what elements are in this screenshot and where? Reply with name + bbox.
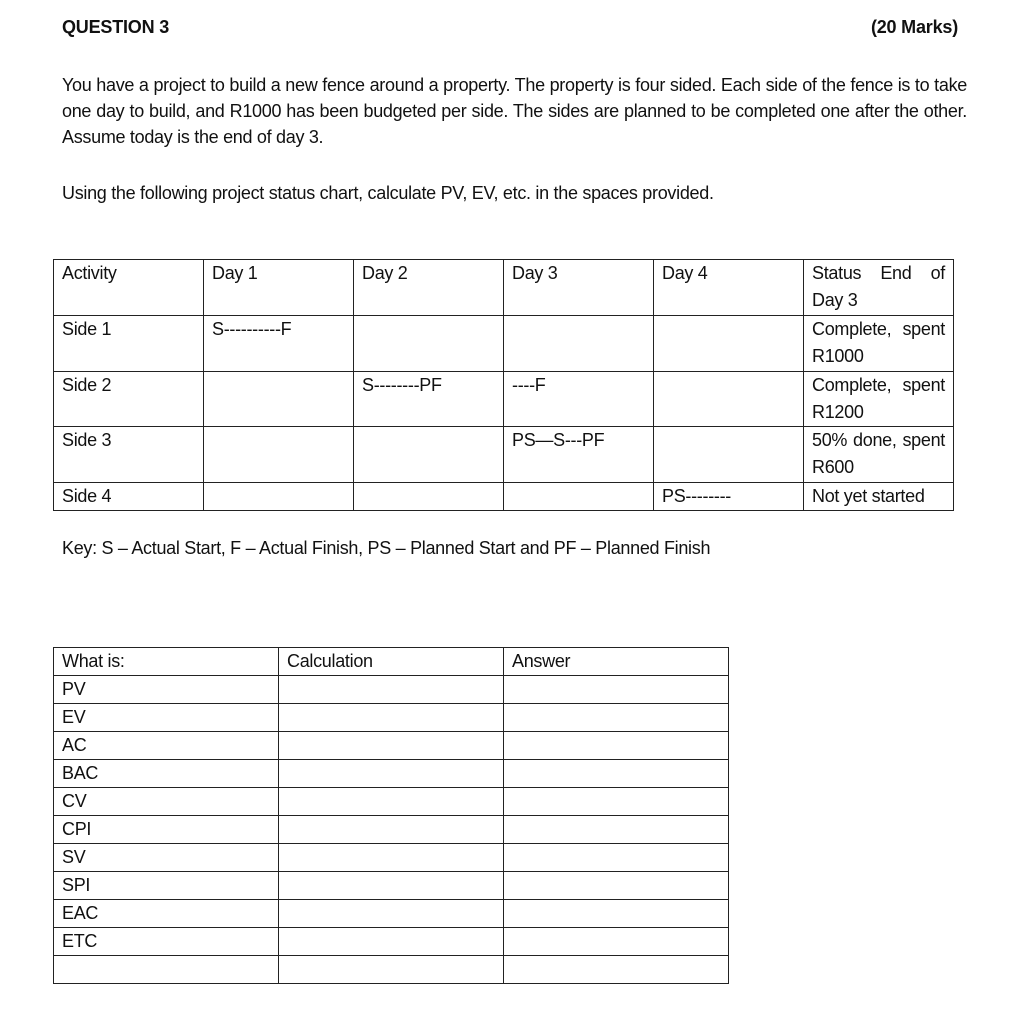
- metric-label: ETC: [54, 928, 279, 956]
- calculation-cell[interactable]: [279, 928, 504, 956]
- answer-row-cpi: [54, 816, 729, 844]
- header-status: Status End of Day 3: [804, 260, 954, 316]
- answer-row-sv: [54, 844, 729, 872]
- answer-row-blank: [54, 956, 729, 984]
- day4-cell: PS--------: [654, 483, 804, 511]
- calculation-cell[interactable]: [279, 788, 504, 816]
- header-answer: Answer: [504, 648, 729, 676]
- marks-label: (20 Marks): [870, 17, 958, 37]
- day3-cell: [504, 316, 654, 372]
- answer-row-eac: [54, 900, 729, 928]
- answer-cell[interactable]: [504, 956, 729, 984]
- instruction-text: Using the following project status chart, calculate PV, EV, etc. in the spaces provided.: [62, 183, 714, 203]
- calculation-cell[interactable]: [279, 816, 504, 844]
- day2-cell: [354, 483, 504, 511]
- header-activity: Activity: [54, 260, 204, 316]
- answer-row-etc: [54, 928, 729, 956]
- calculation-cell[interactable]: [279, 676, 504, 704]
- day4-cell: [654, 427, 804, 483]
- answer-cell[interactable]: [504, 872, 729, 900]
- answer-row-bac: [54, 760, 729, 788]
- answer-row-spi: [54, 872, 729, 900]
- calculation-cell[interactable]: [279, 760, 504, 788]
- day3-cell: [504, 483, 654, 511]
- activity-cell: Side 1: [54, 316, 204, 372]
- header-what-is: What is:: [54, 648, 279, 676]
- day1-cell: S----------F: [204, 316, 354, 372]
- day1-cell: [204, 372, 354, 427]
- metric-label: SV: [54, 844, 279, 872]
- metric-label: SPI: [54, 872, 279, 900]
- day2-cell: [354, 427, 504, 483]
- metric-label: BAC: [54, 760, 279, 788]
- answer-row-ac: [54, 732, 729, 760]
- chart-key: Key: S – Actual Start, F – Actual Finish, PS – Planned Start and PF – Planned Finish: [62, 538, 711, 558]
- calculation-cell[interactable]: [279, 872, 504, 900]
- answer-cell[interactable]: [504, 844, 729, 872]
- metric-label: [54, 956, 279, 984]
- activity-cell: Side 3: [54, 427, 204, 483]
- day3-cell: PS—S---PF: [504, 427, 654, 483]
- status-chart-header-row: [54, 260, 954, 316]
- day3-cell: ----F: [504, 372, 654, 427]
- day2-cell: S--------PF: [354, 372, 504, 427]
- intro-line-2: one day to build, and R1000 has been budgeted per side. The sides are planned to be completed one after the other.: [62, 101, 967, 121]
- metric-label: EAC: [54, 900, 279, 928]
- day1-cell: [204, 427, 354, 483]
- answer-row-ev: [54, 704, 729, 732]
- question-title: QUESTION 3: [62, 17, 170, 37]
- answer-row-pv: [54, 676, 729, 704]
- day4-cell: [654, 372, 804, 427]
- metric-label: EV: [54, 704, 279, 732]
- metric-label: CV: [54, 788, 279, 816]
- answer-cell[interactable]: [504, 760, 729, 788]
- metric-label: CPI: [54, 816, 279, 844]
- status-chart-row-side-4: [54, 483, 954, 511]
- answer-cell[interactable]: [504, 816, 729, 844]
- header-calculation: Calculation: [279, 648, 504, 676]
- header-day-2: Day 2: [354, 260, 504, 316]
- day4-cell: [654, 316, 804, 372]
- answer-cell[interactable]: [504, 704, 729, 732]
- calculation-cell[interactable]: [279, 844, 504, 872]
- status-chart-row-side-2: [54, 372, 954, 427]
- header-day-4: Day 4: [654, 260, 804, 316]
- answer-cell[interactable]: [504, 732, 729, 760]
- answer-cell[interactable]: [504, 676, 729, 704]
- status-chart-row-side-1: [54, 316, 954, 372]
- status-cell: Not yet started: [804, 483, 954, 511]
- calculation-cell[interactable]: [279, 704, 504, 732]
- answer-table: [53, 647, 729, 984]
- calculation-cell[interactable]: [279, 732, 504, 760]
- answer-cell[interactable]: [504, 900, 729, 928]
- metric-label: AC: [54, 732, 279, 760]
- status-cell: 50% done, spent R600: [804, 427, 954, 483]
- activity-cell: Side 2: [54, 372, 204, 427]
- answer-cell[interactable]: [504, 928, 729, 956]
- status-cell: Complete, spent R1000: [804, 316, 954, 372]
- activity-cell: Side 4: [54, 483, 204, 511]
- answer-cell[interactable]: [504, 788, 729, 816]
- status-chart-row-side-3: [54, 427, 954, 483]
- calculation-cell[interactable]: [279, 900, 504, 928]
- intro-line-1: You have a project to build a new fence around a property. The property is four sided. Each side of the fence is to take: [62, 75, 967, 95]
- intro-paragraph: [62, 72, 967, 150]
- project-status-chart: [53, 259, 954, 511]
- header-day-1: Day 1: [204, 260, 354, 316]
- day1-cell: [204, 483, 354, 511]
- answer-row-cv: [54, 788, 729, 816]
- calculation-cell[interactable]: [279, 956, 504, 984]
- day2-cell: [354, 316, 504, 372]
- status-cell: Complete, spent R1200: [804, 372, 954, 427]
- header-day-3: Day 3: [504, 260, 654, 316]
- answer-header-row: [54, 648, 729, 676]
- intro-line-3: Assume today is the end of day 3.: [62, 127, 324, 147]
- metric-label: PV: [54, 676, 279, 704]
